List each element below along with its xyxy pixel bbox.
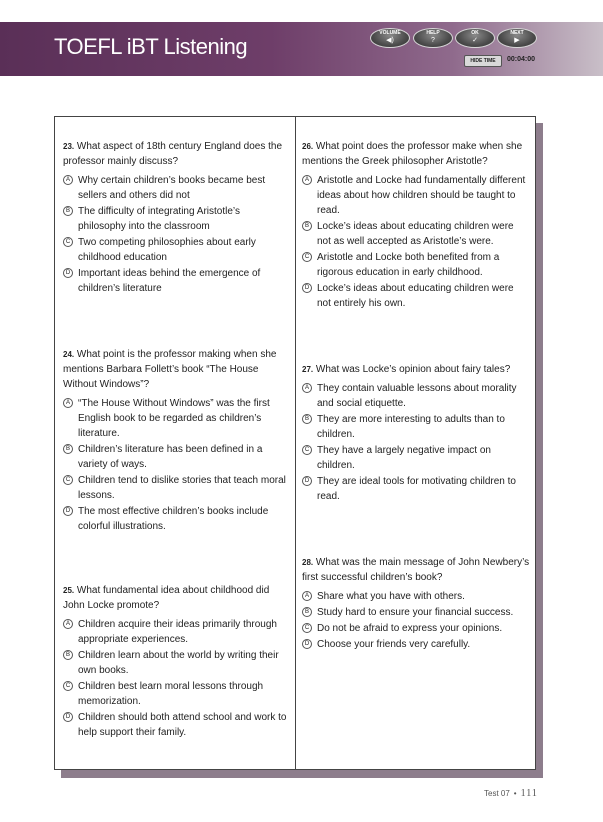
- option-text: Locke’s ideas about educating children were not as well accepted as Aristotle’s were.: [317, 221, 514, 247]
- question-number: 27.: [302, 365, 314, 374]
- question-text: What point is the professor making when she mentions Barbara Follett’s book “The House Without Windows”?: [63, 349, 277, 390]
- answer-option-b[interactable]: [302, 605, 530, 620]
- option-text: The difficulty of integrating Aristotle’s philosophy into the classroom: [78, 206, 240, 232]
- option-text: Do not be afraid to express your opinions.: [317, 623, 503, 634]
- option-text: Children tend to dislike stories that teach moral lessons.: [78, 475, 286, 501]
- question-number: 23.: [63, 142, 75, 151]
- answer-option-c[interactable]: [63, 679, 289, 709]
- column-divider: [295, 117, 296, 769]
- option-letter: B: [63, 444, 73, 454]
- option-text: Important ideas behind the emergence of children’s literature: [78, 268, 261, 294]
- footer-test-label: Test 07: [484, 789, 510, 798]
- question-28: [302, 555, 530, 653]
- answer-option-d[interactable]: [302, 281, 530, 311]
- question-text: What fundamental idea about childhood did John Locke promote?: [63, 585, 270, 611]
- question-text: What was Locke’s opinion about fairy tales?: [315, 364, 511, 375]
- ok-button-label: OK: [471, 30, 479, 36]
- option-text: Choose your friends very carefully.: [317, 639, 471, 650]
- option-text: The most effective children’s books include colorful illustrations.: [78, 506, 269, 532]
- option-letter: D: [63, 712, 73, 722]
- question-stem: [302, 555, 530, 585]
- page-footer: [484, 788, 538, 799]
- question-25: [63, 583, 289, 741]
- option-text: “The House Without Windows” was the first English book to be regarded as children’s literature.: [78, 398, 270, 439]
- volume-button[interactable]: [370, 28, 410, 48]
- option-letter: A: [63, 398, 73, 408]
- answer-option-d[interactable]: [302, 637, 530, 652]
- option-letter: C: [63, 681, 73, 691]
- option-text: Locke’s ideas about educating children were not entirely his own.: [317, 283, 514, 309]
- option-text: Children learn about the world by writing their own books.: [78, 650, 279, 676]
- option-letter: D: [302, 283, 312, 293]
- option-letter: B: [302, 414, 312, 424]
- answer-option-c[interactable]: [63, 235, 289, 265]
- option-letter: B: [63, 650, 73, 660]
- answer-option-a[interactable]: [302, 589, 530, 604]
- question-number: 24.: [63, 350, 75, 359]
- option-text: Why certain children’s books became best sellers and others did not: [78, 175, 266, 201]
- option-text: Children acquire their ideas primarily through appropriate experiences.: [78, 619, 277, 645]
- volume-button-label: VOLUME: [379, 30, 401, 36]
- option-text: Children’s literature has been defined in a variety of ways.: [78, 444, 263, 470]
- answer-option-c[interactable]: [302, 443, 530, 473]
- question-stem: [63, 347, 289, 392]
- answer-option-d[interactable]: [63, 504, 289, 534]
- option-letter: D: [302, 639, 312, 649]
- option-letter: C: [63, 475, 73, 485]
- help-icon: ?: [431, 37, 435, 44]
- answer-option-b[interactable]: [302, 219, 530, 249]
- answer-option-a[interactable]: [63, 617, 289, 647]
- answer-option-b[interactable]: [63, 204, 289, 234]
- option-letter: B: [302, 607, 312, 617]
- option-text: They contain valuable lessons about morality and social etiquette.: [317, 383, 517, 409]
- question-stem: [63, 583, 289, 613]
- question-text: What point does the professor make when she mentions the Greek philosopher Aristotle?: [302, 141, 523, 167]
- ok-button[interactable]: [455, 28, 495, 48]
- question-27: [302, 362, 530, 505]
- option-text: Aristotle and Locke had fundamentally different ideas about how children should be taught to read.: [317, 175, 526, 216]
- option-letter: D: [302, 476, 312, 486]
- hide-time-button[interactable]: HIDE TIME: [464, 55, 502, 67]
- answer-option-c[interactable]: [302, 621, 530, 636]
- option-letter: D: [63, 506, 73, 516]
- next-button[interactable]: [497, 28, 537, 48]
- answer-option-d[interactable]: [302, 474, 530, 504]
- option-letter: A: [302, 383, 312, 393]
- option-text: Children should both attend school and work to help support their family.: [78, 712, 287, 738]
- help-button[interactable]: [413, 28, 453, 48]
- question-number: 28.: [302, 558, 314, 567]
- question-text: What aspect of 18th century England does the professor mainly discuss?: [63, 141, 283, 167]
- header-bar: [0, 22, 603, 76]
- next-icon: ▶: [514, 37, 520, 44]
- answer-option-c[interactable]: [302, 250, 530, 280]
- option-letter: A: [302, 175, 312, 185]
- question-26: [302, 139, 530, 312]
- option-text: They are ideal tools for motivating children to read.: [317, 476, 516, 502]
- question-text: What was the main message of John Newbery’s first successful children’s book?: [302, 557, 530, 583]
- option-text: Aristotle and Locke both benefited from a rigorous education in early childhood.: [317, 252, 500, 278]
- question-24: [63, 347, 289, 535]
- option-letter: A: [302, 591, 312, 601]
- answer-option-a[interactable]: [302, 173, 530, 218]
- speaker-icon: ◀): [386, 37, 394, 44]
- question-stem: [302, 139, 530, 169]
- answer-option-c[interactable]: [63, 473, 289, 503]
- timer-display: 00:04:00: [507, 56, 536, 63]
- option-text: Study hard to ensure your financial success.: [317, 607, 514, 618]
- question-stem: [302, 362, 530, 377]
- next-button-label: NEXT: [510, 30, 524, 36]
- option-letter: C: [302, 445, 312, 455]
- answer-option-d[interactable]: [63, 710, 289, 740]
- option-letter: D: [63, 268, 73, 278]
- question-23: [63, 139, 289, 297]
- option-text: Children best learn moral lessons through memorization.: [78, 681, 264, 707]
- option-letter: A: [63, 175, 73, 185]
- answer-option-d[interactable]: [63, 266, 289, 296]
- question-number: 25.: [63, 586, 75, 595]
- page-number: 111: [520, 788, 538, 799]
- answer-option-a[interactable]: [63, 173, 289, 203]
- option-text: They are more interesting to adults than to children.: [317, 414, 505, 440]
- question-panel: [54, 116, 536, 770]
- answer-option-b[interactable]: [302, 412, 530, 442]
- answer-option-b[interactable]: [63, 648, 289, 678]
- option-text: They have a largely negative impact on children.: [317, 445, 491, 471]
- question-number: 26.: [302, 142, 314, 151]
- option-text: Share what you have with others.: [317, 591, 465, 602]
- option-letter: C: [63, 237, 73, 247]
- page-title: TOEFL iBT Listening: [54, 34, 248, 59]
- check-icon: ✓: [472, 37, 478, 44]
- option-letter: C: [302, 623, 312, 633]
- option-letter: B: [63, 206, 73, 216]
- footer-separator: •: [513, 789, 517, 798]
- option-letter: C: [302, 252, 312, 262]
- option-letter: A: [63, 619, 73, 629]
- answer-option-a[interactable]: [302, 381, 530, 411]
- answer-option-a[interactable]: [63, 396, 289, 441]
- question-stem: [63, 139, 289, 169]
- option-text: Two competing philosophies about early childhood education: [78, 237, 256, 263]
- help-button-label: HELP: [426, 30, 440, 36]
- answer-option-b[interactable]: [63, 442, 289, 472]
- option-letter: B: [302, 221, 312, 231]
